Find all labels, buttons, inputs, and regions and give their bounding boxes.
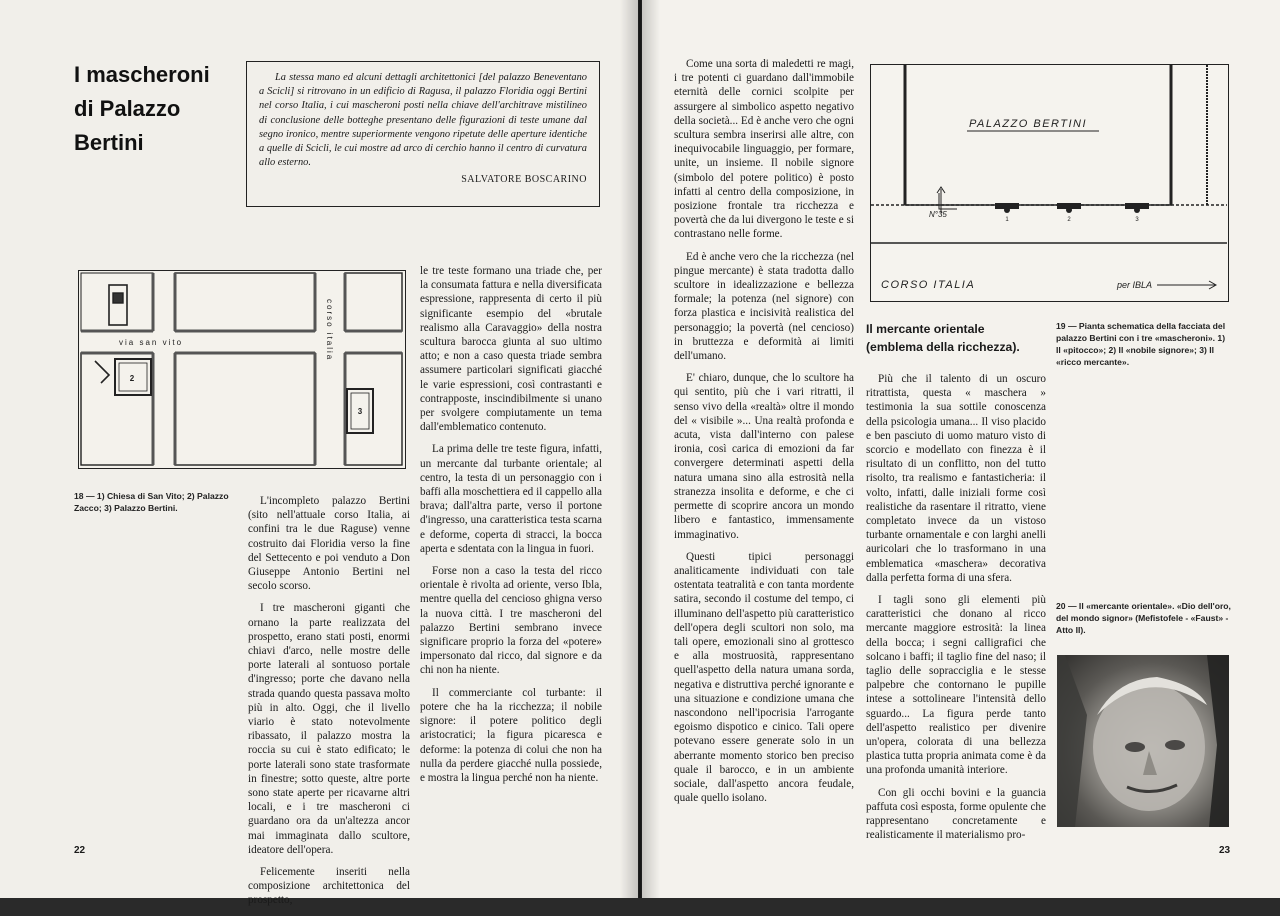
figure-caption-19: 19 — Pianta schematica della facciata del palazzo Bertini con i tre «mascheroni». 1) Il «pitocco»; 2) Il «nobile signore»; 3) Il «ricco mercante». xyxy=(1056,321,1226,367)
text-column-a xyxy=(248,494,410,916)
street-map-drawing xyxy=(79,271,404,467)
paragraph: Questi tipici personaggi analiticamente individuati con tale ostentata teatralità e con tanta mordente satira, secondo il costume del tempo, ci illuminano dell'aspetto più caratteristico dell'opera degli scultori non solo, ma tali opere, emozionali sino al grottesco e alla mostruosità, rappresentano quell'aspetto della natura umana sorda, negativa e distruttiva perché ignorante e una situazione e condizione umana che nascondono nell'ipocrisia l'arrogante egoismo dispotico e cinico. Tali opere potevano essere generate solo in un aberrante momento storico ben preciso quale il barocco, e in un ambiente sociale, dall'aspetto ancora feudale, quale quello isolano. xyxy=(674,550,854,805)
article-title xyxy=(74,58,234,160)
direction-label: per IBLA xyxy=(1117,280,1153,290)
title-line: I mascheroni xyxy=(74,62,210,87)
title-line: di Palazzo xyxy=(74,96,181,121)
epigraph-box xyxy=(246,61,600,207)
paragraph: Più che il talento di un oscuro ritrattista, questa « maschera » testimonia la sua sottile conoscenza della psicologia umana... Il viso placido e ben pasciuto di uomo maturo visto di scorcio e modellato con finezza è il risultato di un conflitto, non del tutto risolto, tra realismo e fantasticheria: il volto, infatti, dalle iniziali forme così realistiche da rasentare il ritratto, viene completato invece da un vistoso turbante ornamentale e con larghi anelli auricolari che lo trasformano in una emblematica «maschera» decorativa dalla perfetta forma di una sfera. xyxy=(866,373,1046,584)
page-number-right: 23 xyxy=(1219,845,1231,856)
paragraph: La prima delle tre teste figura, infatti, un mercante dal turbante orientale; al centro, la testa di un personaggio con i baffi alla moschettiera ed il cappello alla brava; dall'altra parte, verso il portone d'ingresso, una caratteristica testa scarna e deforme, coperta di stracci, la bocca aperta e sdentata con la lingua in fuori. xyxy=(420,443,602,555)
map-marker: 3 xyxy=(357,407,363,416)
paragraph: Felicemente inseriti nella composizione architettonica del prospetto, xyxy=(248,866,410,907)
text-column-b xyxy=(420,264,602,793)
paragraph: Ed è anche vero che la ricchezza (nel pingue mercante) è stata tradotta dallo scultore in idealizzazione e bellezza formale; la potenza (nel signore) con forza plastica e incisività realistica del personaggio; la povertà (nel cencioso) in bruttezza e deformità ai limiti dell'umano. xyxy=(674,250,854,363)
subhead-line: Il mercante orientale xyxy=(866,322,985,336)
subhead-line: (emblema della ricchezza). xyxy=(866,340,1020,354)
map-marker: 2 xyxy=(129,374,135,383)
mascherone-photo xyxy=(1057,655,1229,827)
text-column-c xyxy=(674,57,854,813)
paragraph: I tagli sono gli elementi più caratteristici che donano al ricco mercante maggiore estrosità: la linea della bocca; i segni calligrafici che solcano i baffi; il taglio fine del naso; il taglio delle sopracciglia e le stesse palpebre che contornano le pupille intese a sottolineare l'intensità dello sguardo... La figura perde tanto dell'aspetto realistico per divenire un'opera, colorata di una bellezza plastica tutta propria animata come è da una profonda umanità interiore. xyxy=(866,594,1046,777)
text-column-d xyxy=(866,372,1046,851)
epigraph-text: La stessa mano ed alcuni dettagli architettonici [del palazzo Beneventano a Scicli] si ritrovano in un edificio di Ragusa, il palazzo Floridia oggi Bertini nel corso Italia, i cui mascheroni posti nella chiave dell'architrave mistilineo di conclusione delle botteghe presentano delle figurazioni di teste umane dal segno ironico, mentre superiormente vengono ripetute delle aperture identiche a quelle di Scicli, le cui mostre ad arco di cerchio hanno il centro di curvatura allo esterno. xyxy=(259,72,587,169)
epigraph-author: SALVATORE BOSCARINO xyxy=(461,174,587,186)
paragraph: Forse non a caso la testa del ricco orientale è rivolta ad oriente, verso Ibla, mentre quella del cencioso ghigna verso la nuova città. I tre mascheroni del palazzo Bertini sembrano invece significare proprio la forza del «potere» impersonato dal ricco, dal signore e da chi non ha niente. xyxy=(420,565,602,677)
figure-caption-20: 20 — Il «mercante orientale». «Dio dell'oro, del mondo signor» (Mefistofele - «Faust» - Atto II). xyxy=(1056,601,1231,635)
street-map xyxy=(78,270,406,469)
page-number-left: 22 xyxy=(74,845,86,856)
facade-marker: 2 xyxy=(1067,217,1071,223)
left-page xyxy=(0,0,638,907)
paragraph: le tre teste formano una triade che, per la consumata fattura e nella diversificata espressione, rappresenta di certo il più significante esempio del «brutale realismo alla Caravaggio» della nostra scultura barocca giunta al suo ultimo atto; e non a caso questa triade sembra assumere particolari significati giacché le varie espressioni, così contrastanti e contrapposte, inscindibilmente si unano per svolgere compiutamente un tema dall'emblematico contenuto. xyxy=(420,265,602,434)
paragraph: Il commerciante col turbante: il potere che ha la ricchezza; il nobile signore: il potere politico degli aristocratici; la figura picaresca e deforme: la potenza di colui che non ha nulla da perdere giacché nulla possiede, e mostra la lingua perché non ha niente. xyxy=(420,686,602,784)
section-subhead xyxy=(866,320,1046,356)
facade-label: PALAZZO BERTINI xyxy=(969,118,1088,130)
facade-marker: 1 xyxy=(1005,217,1009,223)
civic-number: N°35 xyxy=(929,210,947,219)
street-label-via: via san vito xyxy=(119,338,184,347)
facade-plan xyxy=(870,64,1229,302)
facade-marker: 3 xyxy=(1135,217,1139,223)
paragraph: Come una sorta di maledetti re magi, i tre potenti ci guardano dall'immobile eternità delle cornici scolpite per assurgere al simbolico aspetto negativo della società... Ed è anche vero che ogni scultura sembra inserirsi alle altre, con inequivocabile linguaggio, per formare, unite, un insieme. Il nobile signore (simbolo del potere politico) è posto infatti al centro della composizione, in posizione frontale tra ricchezza e povertà che da lui divergono le teste e si contrastano nelle forme. xyxy=(674,58,854,241)
mascherone-sculpture-image xyxy=(1057,655,1229,827)
street-label-corso: corso italia xyxy=(325,299,334,362)
paragraph: Con gli occhi bovini e la guancia paffuta così esposta, forme opulente che rappresentano concretamente e realisticamente il materialismo pro- xyxy=(866,786,1046,842)
street-label-corso-italia: CORSO ITALIA xyxy=(881,279,976,291)
figure-caption-18: 18 — 1) Chiesa di San Vito; 2) Palazzo Zacco; 3) Palazzo Bertini. xyxy=(74,491,229,513)
title-line: Bertini xyxy=(74,130,144,155)
paragraph: I tre mascheroni giganti che ornano la parte realizzata del prospetto, erano stati posti, enormi chiavi d'arco, nelle mostre delle porte laterali al sontuoso portale d'ingresso; porte che davano nella strada quando questa passava molto più in alto. Oggi, che il livello viario è stato notevolmente ribassato, il palazzo mostra la roccia su cui è stato edificato; le porte laterali sono state trasformate in finestre; sotto queste, altre porte sono state aperte per ricavarne altri locali, e i tre mascheroni ci guardano ora da un'altezza ancor mai immaginata dallo scultore, ideatore dell'opera. xyxy=(248,602,410,856)
paragraph: E' chiaro, dunque, che lo scultore ha qui sentito, più che i vari ritratti, il senso vivo della «realtà» oltre il mondo del « visibile »... Una realtà profonda e acuta, vista dall'interno con palese ironia, così carica di emozioni da far convergere determinati aspetti della natura umana sino alla estrosità nella stranezza insolita e deforme, e che ci permette di scoprire ancora un mondo libero e fantastico, immensamente immaginativo. xyxy=(674,372,854,541)
facade-plan-drawing xyxy=(871,65,1227,300)
paragraph: L'incompleto palazzo Bertini (sito nell'attuale corso Italia, ai confini tra le due Raguse) venne costruito dai Floridia verso la fine del Settecento e poi venduto a Don Giuseppe Antonio Bertini nel secolo scorso. xyxy=(248,495,410,593)
